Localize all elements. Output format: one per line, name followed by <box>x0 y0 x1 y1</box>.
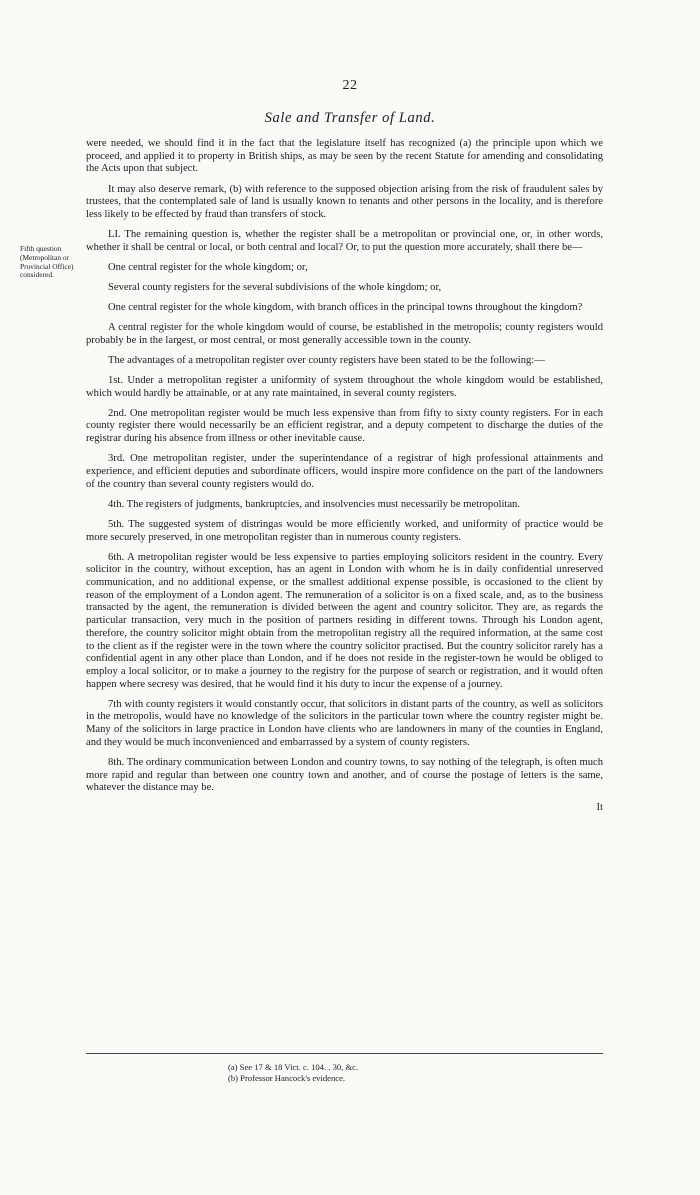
paragraph-trustees-remark: It may also deserve remark, (b) with reference to the supposed objection arising from the risk of fraudulent sales by trustees, that the contemplated sale of land is usually known to tenants and other persons in the locality, and is therefore less likely to be effected by fraud than transfers of stock. <box>86 183 603 220</box>
advantage-2nd: 2nd. One metropolitan register would be much less expensive than from fifty to sixty county registers. For in each county register there would necessarily be an efficient registrar, and a deputy competent to discharge the duties of the registrar during his absence from illness or other inevitable cause. <box>86 407 603 445</box>
advantage-3rd: 3rd. One metropolitan register, under the superintendance of a registrar of high professional attainments and experience, and efficient deputies and subordinate officers, would inspire more confidence on the part of the landowners of the country than several county registers would do. <box>86 453 603 490</box>
catchword: It <box>596 802 603 814</box>
paragraph-section-li: LI. The remaining question is, whether the register shall be a metropolitan or provincial one, or, in other words, whether it shall be central or local, or both central and local? Or, to put the question more accurately, shall there be— <box>86 229 603 253</box>
option-county-registers: Several county registers for the several subdivisions of the whole kingdom; or, <box>108 281 442 293</box>
option-central-register: One central register for the whole kingdom; or, <box>108 261 308 273</box>
advantage-6th: 6th. A metropolitan register would be less expensive to parties employing solicitors resident in the country. Every solicitor in the country, without exception, has an agent in London with whom he is in daily confidential unreserved communication, and no additional expense, or the smallest additional expense possible, is occasioned to the client by reason of the employment of a London agent. The remuneration of a solicitor is on a fixed scale, and, as to the business transacted by the agent, the remuneration is divided between the agent and country solicitor. They are, as regards the particular transaction, very much in the position of partners residing in different towns. Through his London agent, therefore, the country solicitor might obtain from the metropolitan registry all the required information, at the same cost to the client as if the register were in the town where the country solicitor practised. But the country solicitor rarely has a confidential agent in any other place than London, and if he does not reside in the register-town he would be obliged to employ a local solicitor, or to make a journey to the registry for the purpose of search or registration, and it would often happen where secresy was desired, that he would find it his duty to incur the expense of a journey. <box>86 551 603 690</box>
body-text <box>86 138 603 815</box>
footnotes <box>228 1062 588 1083</box>
advantage-4th: 4th. The registers of judgments, bankruptcies, and insolvencies must necessarily be metropolitan. <box>108 498 520 510</box>
advantage-5th: 5th. The suggested system of distringas would be more efficiently worked, and uniformity of practice would be more securely preserved, in one metropolitan register than in numerous county registers. <box>86 518 603 543</box>
running-title: Sale and Transfer of Land. <box>264 110 436 126</box>
footnote-a: (a) See 17 & 18 Vict. c. 104. . 30, &c. <box>228 1062 359 1072</box>
paragraph-advantages-intro: The advantages of a metropolitan register over county registers have been stated to be the following:— <box>108 354 545 366</box>
margin-note: Fifth question (Metropolitan or Provincial Office) considered. <box>20 244 74 280</box>
advantage-8th: 8th. The ordinary communication between London and country towns, to say nothing of the telegraph, is often much more rapid and regular than between one country town and another, and of course the postage of letters is the same, whatever the distance may be. <box>86 756 603 794</box>
footnote-rule <box>86 1053 603 1054</box>
advantage-1st: 1st. Under a metropolitan register a uniformity of system throughout the whole kingdom would be established, which would hardly be attainable, or at any rate maintained, in several county registers. <box>86 374 603 399</box>
footnote-b: (b) Professor Hancock's evidence. <box>228 1072 346 1083</box>
paragraph-central-location: A central register for the whole kingdom would of course, be established in the metropolis; county registers would probably be in the largest, or most central, or most generally accessible town in the county. <box>86 322 603 346</box>
option-central-with-branches: One central register for the whole kingdom, with branch offices in the principal towns throughout the kingdom? <box>108 301 583 313</box>
advantage-7th: 7th with county registers it would constantly occur, that solicitors in distant parts of the country, as well as solicitors in the metropolis, would have no knowledge of the solicitors in the particular town where the country register might be. Many of the solicitors in large practice in London have clients who are landowners in many of the counties in England, and they would be much inconvenienced and embarrassed by a system of county registers. <box>86 698 603 748</box>
paragraph-continuation: were needed, we should find it in the fact that the legislature itself has recognized (a) the principle upon which we proceed, and applied it to property in British ships, as may be seen by the recent Statute for amending and consolidating the Acts upon that subject. <box>86 138 603 175</box>
page-number: 22 <box>342 78 358 93</box>
